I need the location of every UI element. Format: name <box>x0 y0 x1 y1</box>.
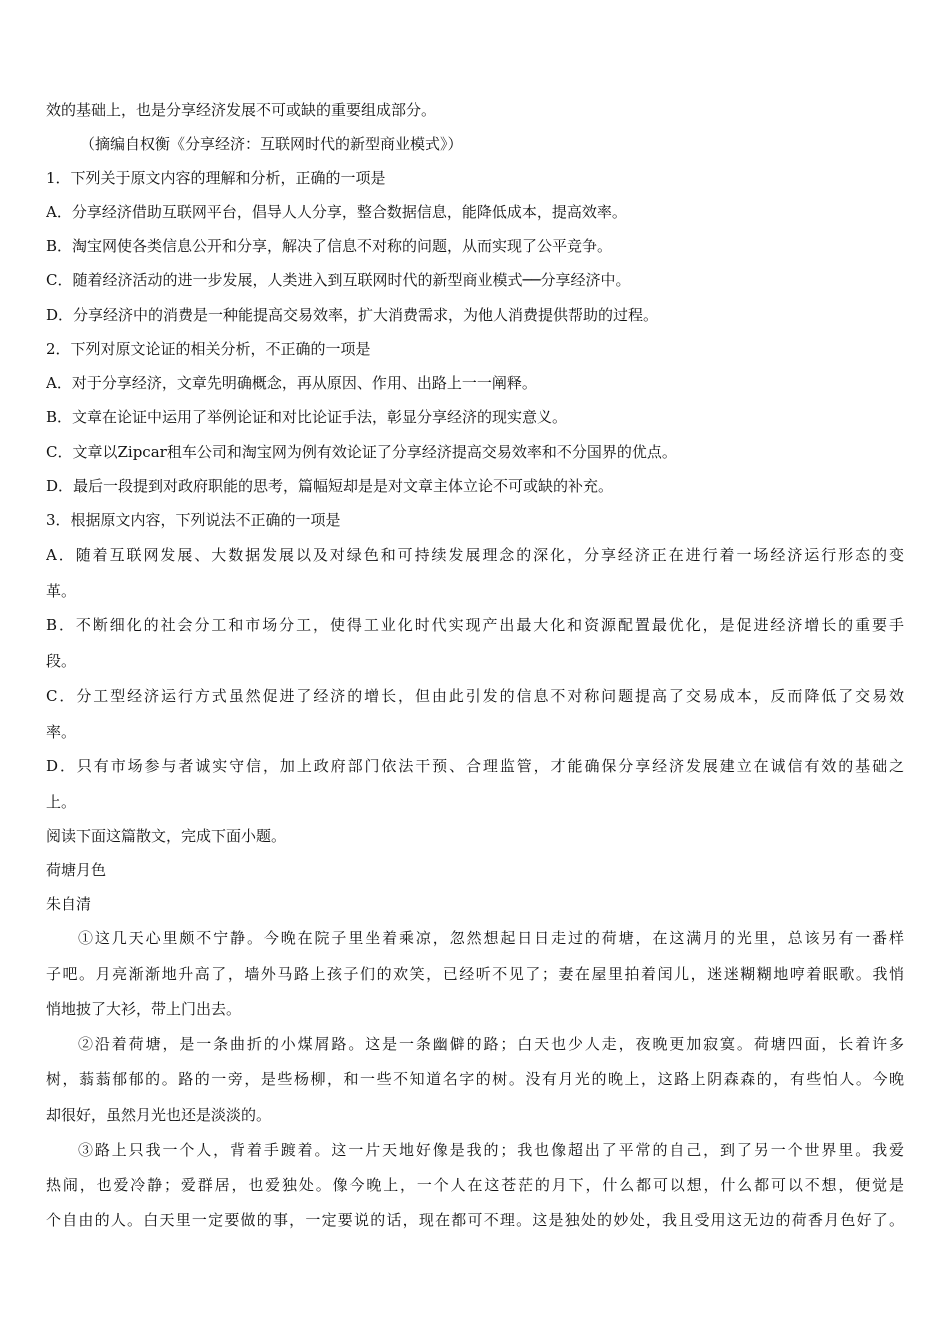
question-3-option-c-line2: 率。 <box>46 723 77 741</box>
question-3-option-b-line1: B．不断细化的社会分工和市场分工，使得工业化时代实现产出最大化和资源配置最优化，是促进经济增长的重要手 <box>46 616 904 634</box>
question-2-option-d: D．最后一段提到对政府职能的思考，篇幅短却是是对文章主体立论不可或缺的补充。 <box>46 477 614 495</box>
essay-paragraph-2-line3: 却很好，虽然月光也还是淡淡的。 <box>46 1106 272 1124</box>
question-3-option-a-line2: 革。 <box>46 582 77 600</box>
essay-author: 朱自清 <box>46 895 92 913</box>
essay-paragraph-1-line2: 子吧。月亮渐渐地升高了，墙外马路上孩子们的欢笑，已经听不见了；妻在屋里拍着闰儿，迷迷糊糊地哼着眠歌。我悄 <box>46 965 904 983</box>
essay-paragraph-1-line3: 悄地披了大衫，带上门出去。 <box>46 1000 242 1018</box>
question-1-option-c: C．随着经济活动的进一步发展，人类进入到互联网时代的新型商业模式──分享经济中。 <box>46 271 631 289</box>
question-1-option-b: B．淘宝网使各类信息公开和分享，解决了信息不对称的问题，从而实现了公平竞争。 <box>46 237 613 255</box>
question-3-stem: 3．根据原文内容，下列说法不正确的一项是 <box>46 511 341 529</box>
essay-paragraph-2-line1: ②沿着荷塘，是一条曲折的小煤屑路。这是一条幽僻的路；白天也少人走，夜晚更加寂寞。荷塘四面，长着许多 <box>78 1035 904 1053</box>
question-3-option-d-line2: 上。 <box>46 793 77 811</box>
question-2-stem: 2．下列对原文论证的相关分析，不正确的一项是 <box>46 340 371 358</box>
essay-title: 荷塘月色 <box>46 861 107 879</box>
passage1-tail: 效的基础上，也是分享经济发展不可或缺的重要组成部分。 <box>46 101 437 119</box>
question-2-option-a: A．对于分享经济，文章先明确概念，再从原因、作用、出路上一一阐释。 <box>46 374 537 392</box>
essay-paragraph-3-line3: 个自由的人。白天里一定要做的事，一定要说的话，现在都可不理。这是独处的妙处，我且受用这无边的荷香月色好了。 <box>46 1211 904 1229</box>
question-1-stem: 1．下列关于原文内容的理解和分析，正确的一项是 <box>46 169 386 187</box>
essay-paragraph-2-line2: 树，蓊蓊郁郁的。路的一旁，是些杨柳，和一些不知道名字的树。没有月光的晚上，这路上阴森森的，有些怕人。今晚 <box>46 1070 904 1088</box>
question-3-option-d-line1: D．只有市场参与者诚实守信，加上政府部门依法干预、合理监管，才能确保分享经济发展建立在诚信有效的基础之 <box>46 757 904 775</box>
essay-paragraph-3-line1: ③路上只我一个人，背着手踱着。这一片天地好像是我的；我也像超出了平常的自己，到了另一个世界里。我爱 <box>78 1141 904 1159</box>
question-1-option-d: D．分享经济中的消费是一种能提高交易效率，扩大消费需求，为他人消费提供帮助的过程。 <box>46 306 659 324</box>
question-2-option-c: C．文章以Zipcar租车公司和淘宝网为例有效论证了分享经济提高交易效率和不分国界的优点。 <box>46 443 677 461</box>
question-1-option-a: A．分享经济借助互联网平台，倡导人人分享，整合数据信息，能降低成本，提高效率。 <box>46 203 627 221</box>
question-2-option-b: B．文章在论证中运用了举例论证和对比论证手法，彰显分享经济的现实意义。 <box>46 408 568 426</box>
reading-instruction: 阅读下面这篇散文，完成下面小题。 <box>46 827 287 845</box>
essay-paragraph-3-line2: 热闹，也爱冷静；爱群居，也爱独处。像今晚上，一个人在这苍茫的月下，什么都可以想，什么都可以不想，便觉是 <box>46 1176 904 1194</box>
question-3-option-a-line1: A．随着互联网发展、大数据发展以及对绿色和可持续发展理念的深化，分享经济正在进行着一场经济运行形态的变 <box>46 546 904 564</box>
passage1-source: （摘编自权衡《分享经济：互联网时代的新型商业模式》） <box>80 135 463 153</box>
question-3-option-b-line2: 段。 <box>46 652 77 670</box>
essay-paragraph-1-line1: ①这几天心里颇不宁静。今晚在院子里坐着乘凉，忽然想起日日走过的荷塘，在这满月的光里，总该另有一番样 <box>78 929 904 947</box>
question-3-option-c-line1: C．分工型经济运行方式虽然促进了经济的增长，但由此引发的信息不对称问题提高了交易成本，反而降低了交易效 <box>46 687 904 705</box>
